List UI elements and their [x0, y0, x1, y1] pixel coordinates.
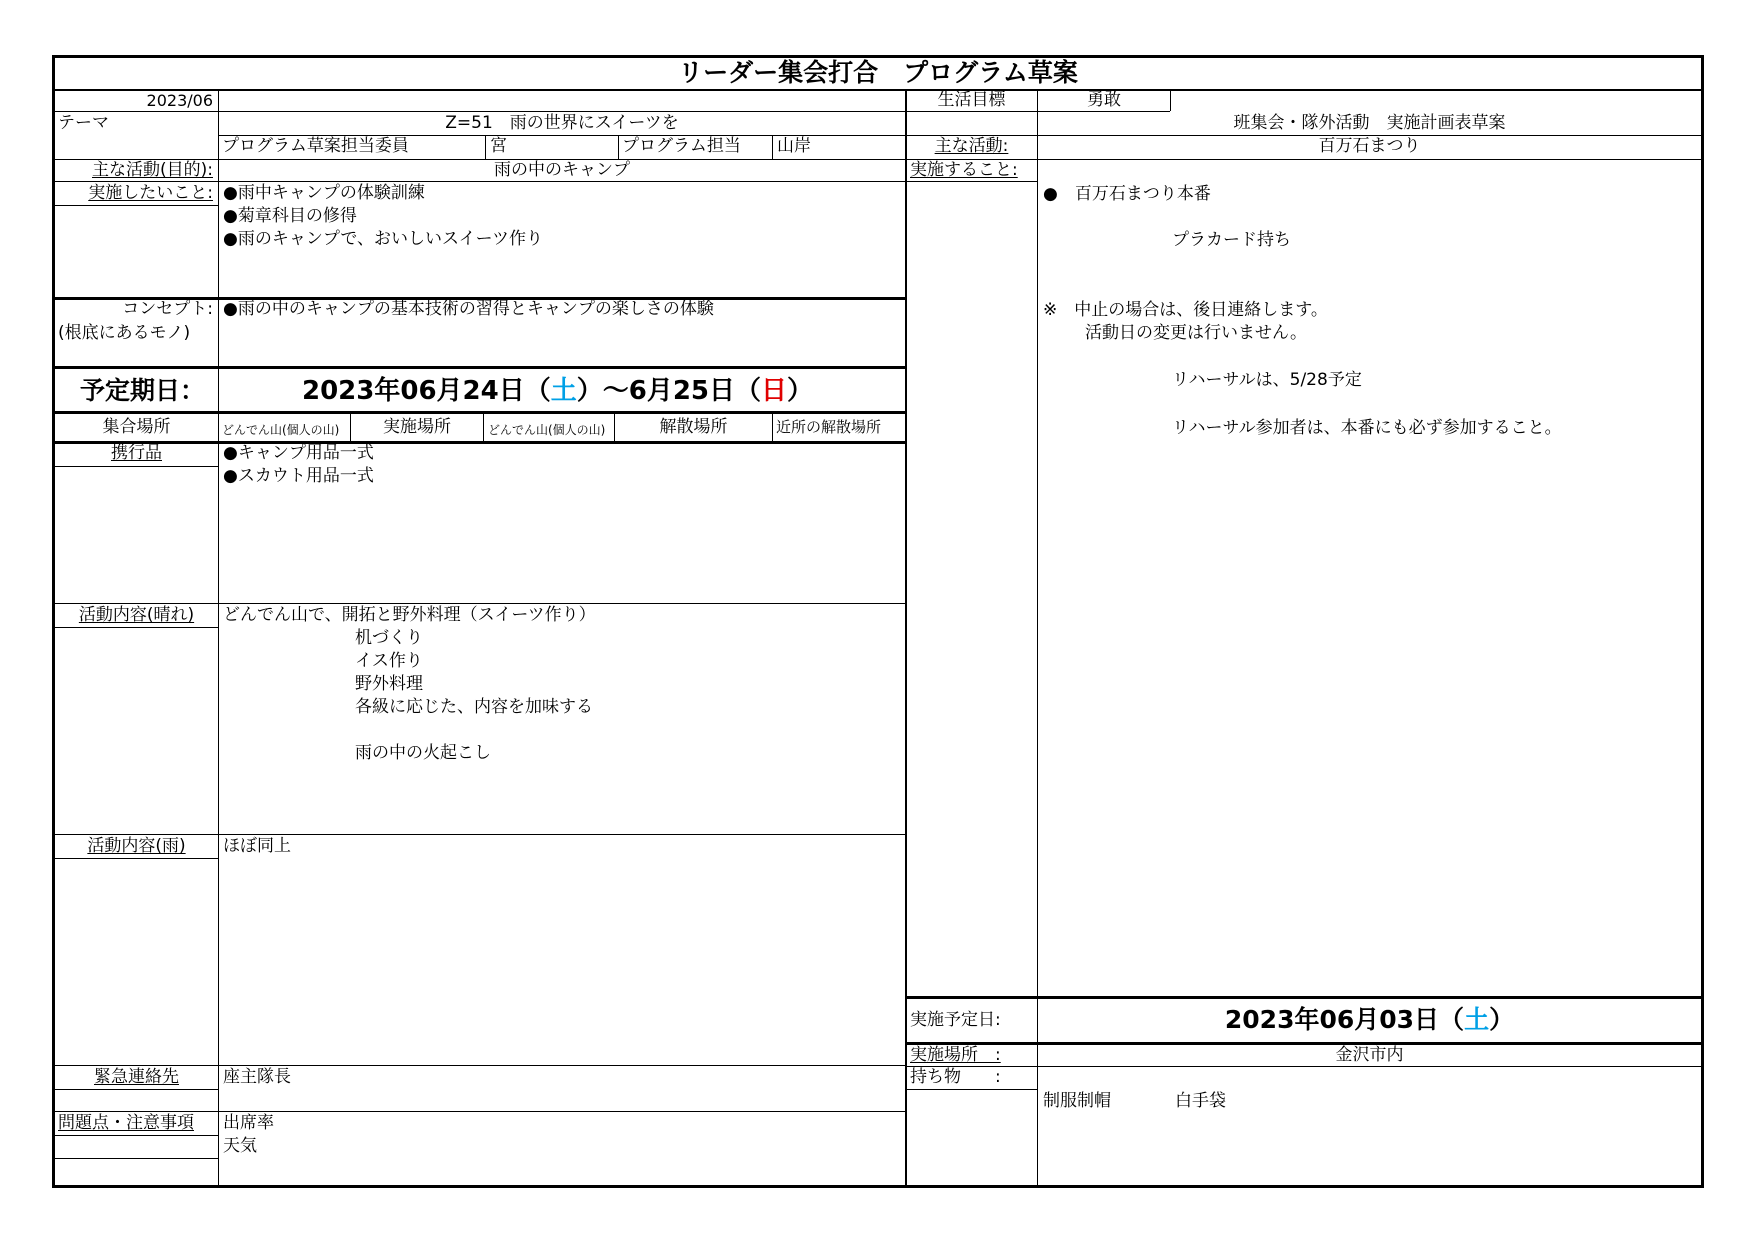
issues-label: 問題点・注意事項 [58, 1113, 194, 1133]
concept-label: コンセプト: [122, 299, 213, 319]
goal-value: 勇敢 [1087, 90, 1121, 110]
schedule-day1: 土 [550, 376, 577, 406]
sunny-label: 活動内容(晴れ) [78, 605, 195, 625]
theme-value: Z=51 雨の世界にスイーツを [445, 113, 679, 133]
item: ●スカウト用品一式 [223, 466, 374, 486]
rain-label: 活動内容(雨) [87, 836, 186, 856]
meet-value: どんでん山(個人の山) [222, 423, 340, 437]
want-item: ●雨中キャンプの体験訓練 [223, 183, 425, 203]
committee-label: プログラム草案担当委員 [222, 136, 409, 156]
right-date-label: 実施予定日: [910, 1010, 1001, 1030]
want-item: ●雨のキャンプで、おいしいスイーツ作り [223, 229, 543, 249]
right-venue-value: 金沢市内 [1335, 1045, 1404, 1065]
emergency-label: 緊急連絡先 [94, 1067, 179, 1087]
issue-item: 出席率 [223, 1113, 274, 1133]
todo-line: リハーサル参加者は、本番にも必ず参加すること。 [1172, 418, 1562, 438]
dismiss-value: 近所の解散場所 [776, 418, 882, 436]
venue-value: どんでん山(個人の山) [488, 423, 606, 437]
committee-name: 宮 [490, 136, 507, 156]
carry-label: 持ち物 : [910, 1067, 1001, 1087]
program-name: 山岸 [777, 136, 811, 156]
dismiss-label: 解散場所 [659, 417, 728, 437]
page-title: リーダー集会打合 プログラム草案 [678, 58, 1078, 87]
right-main-activity-value: 百万石まつり [1318, 136, 1421, 156]
center-divider [905, 89, 907, 1188]
theme-label: テーマ [58, 113, 109, 133]
sunny-line: 各級に応じた、内容を加味する [355, 697, 593, 717]
main-activity-label: 主な活動(目的): [92, 160, 213, 180]
rain-value: ほぼ同上 [223, 836, 291, 856]
want-item: ●菊章科目の修得 [223, 206, 357, 226]
right-main-activity-label: 主な活動: [934, 136, 1009, 156]
sunny-line: どんでん山で、開拓と野外料理（スイーツ作り） [223, 605, 596, 625]
right-date-value: 2023年06月03日（土） [1224, 1005, 1515, 1034]
meet-label: 集合場所 [102, 417, 171, 437]
sunny-line: 机づくり [355, 628, 423, 648]
todo-line: ※ 中止の場合は、後日連絡します。 [1043, 300, 1328, 320]
sunny-line: イス作り [355, 651, 423, 671]
item: ●キャンプ用品一式 [223, 443, 374, 463]
schedule-value: 2023年06月24日（土）～6月25日（日） [302, 376, 814, 406]
program-label: プログラム担当 [622, 136, 741, 156]
want-label: 実施したいこと: [88, 183, 213, 203]
carry-value: 白手袋 [1175, 1091, 1226, 1111]
right-date-day: 土 [1464, 1005, 1490, 1034]
date-value: 2023/06 [146, 91, 213, 110]
schedule-label: 予定期日： [80, 376, 206, 405]
carry-value: 制服制帽 [1043, 1091, 1111, 1111]
items-label: 携行品 [111, 443, 162, 463]
plan-title: 班集会・隊外活動 実施計画表草案 [1233, 113, 1506, 133]
todo-line: リハーサルは、5/28予定 [1172, 370, 1362, 390]
main-activity-value: 雨の中のキャンプ [494, 160, 630, 180]
issue-item: 天気 [223, 1136, 257, 1156]
todo-label: 実施すること: [910, 160, 1018, 180]
venue-label: 実施場所 [383, 417, 451, 437]
todo-line: プラカード持ち [1172, 230, 1291, 250]
sunny-line: 野外料理 [355, 674, 423, 694]
schedule-day2: 日 [761, 376, 788, 406]
concept-value: ●雨の中のキャンプの基本技術の習得とキャンプの楽しさの体験 [223, 299, 714, 319]
goal-label: 生活目標 [937, 90, 1006, 110]
todo-line: 活動日の変更は行いません。 [1085, 323, 1308, 343]
todo-line: ● 百万石まつり本番 [1043, 184, 1211, 204]
sunny-line: 雨の中の火起こし [355, 743, 491, 763]
concept-sublabel: (根底にあるモノ) [58, 323, 191, 343]
emergency-value: 座主隊長 [223, 1067, 291, 1087]
right-venue-label: 実施場所 : [910, 1045, 1001, 1065]
